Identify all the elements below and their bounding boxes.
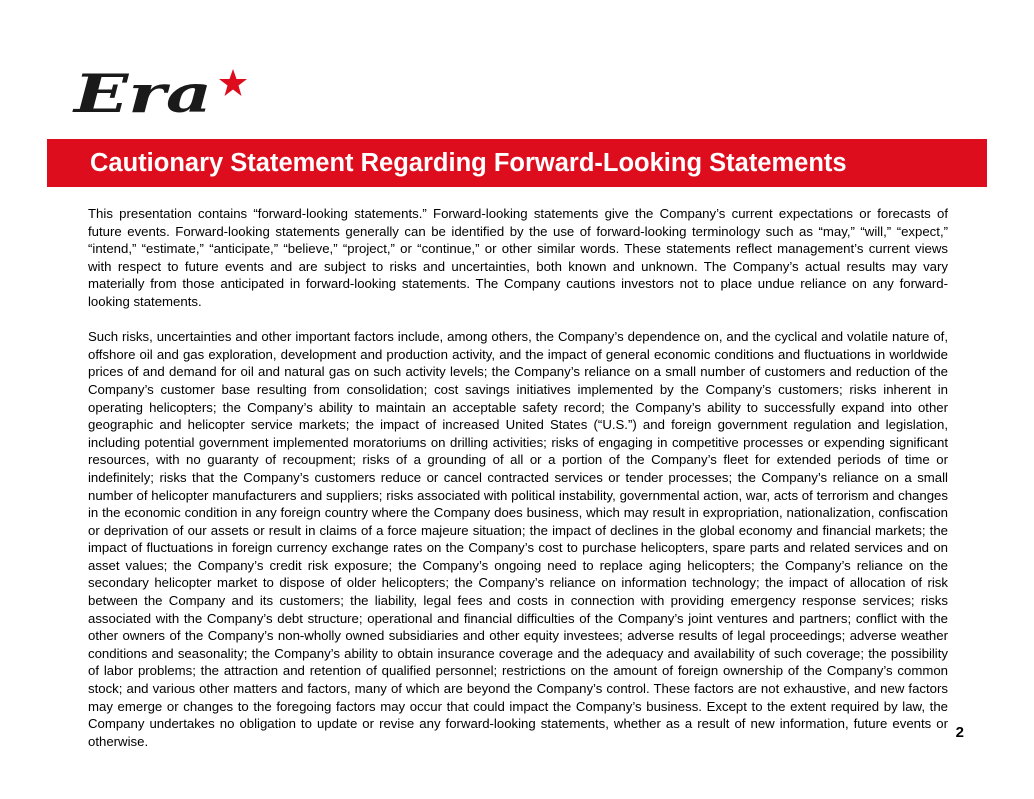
disclaimer-body <box>88 205 948 768</box>
star-icon <box>219 69 247 96</box>
intro-paragraph: This presentation contains “forward-looking statements.” Forward-looking statements give the Company’s current expectations or forecasts of future events. Forward-looking statements generally can be identified by the use of forward-looking terminology such as “may,” “will,” “expect,” “intend,” “estimate,” “anticipate,” “believe,” “project,” or “continue,” or other similar words. These statements reflect management’s current views with respect to future events and are subject to risks and uncertainties, both known and unknown. The Company’s actual results may vary materially from those anticipated in forward-looking statements. The Company cautions investors not to place undue reliance on any forward-looking statements. <box>88 206 948 309</box>
era-logo-graphic <box>70 66 255 122</box>
risk-factors-paragraph: Such risks, uncertainties and other important factors include, among others, the Company’s dependence on, and the cyclical and volatile nature of, offshore oil and gas exploration, development and production activity, and the impact of general economic conditions and fluctuations in worldwide prices of and demand for oil and natural gas on such activity levels; the Company’s reliance on a small number of customers and reduction of the Company’s customer base resulting from consolidation; cost savings initiatives implemented by the Company’s customers; risks inherent in operating helicopters; the Company’s ability to maintain an acceptable safety record; the Company’s ability to successfully expand into other geographic and helicopter service markets; the impact of increased United States (“U.S.”) and foreign government regulation and legislation, including potential government implemented moratoriums on drilling activities; risks of engaging in competitive processes or expending significant resources, with no guaranty of recoupment; risks of a grounding of all or a portion of the Company’s fleet for extended periods of time or indefinitely; risks that the Company’s customers reduce or cancel contracted services or tender processes; the Company’s reliance on a small number of helicopter manufacturers and suppliers; risks associated with political instability, governmental action, war, acts of terrorism and changes in the economic condition in any foreign country where the Company does business, which may result in expropriation, nationalization, confiscation or deprivation of our assets or result in claims of a force majeure situation; the impact of declines in the global economy and financial markets; the impact of fluctuations in foreign currency exchange rates on the Company’s cost to purchase helicopters, spare parts and related services and on asset values; the Company’s credit risk exposure; the Company’s ongoing need to replace aging helicopters; the Company’s reliance on the secondary helicopter market to dispose of older helicopters; the Company’s reliance on information technology; the impact of allocation of risk between the Company and its customers; the liability, legal fees and costs in connection with providing emergency response services; risks associated with the Company’s debt structure; operational and financial difficulties of the Company’s joint ventures and partners; conflict with the other owners of the Company’s non-wholly owned subsidiaries and other equity investees; adverse results of legal proceedings; adverse weather conditions and seasonality; the Company’s ability to obtain insurance coverage and the adequacy and availability of such coverage; the possibility of labor problems; the attraction and retention of qualified personnel; restrictions on the amount of foreign ownership of the Company’s common stock; and various other matters and factors, many of which are beyond the Company’s control. These factors are not exhaustive, and new factors may emerge or changes to the foregoing factors may occur that could impact the Company’s business. Except to the extent required by law, the Company undertakes no obligation to update or revise any forward-looking statements, whether as a result of new information, future events or otherwise. <box>88 329 948 749</box>
page-number: 2 <box>955 724 964 741</box>
logo-wordmark: Era <box>71 66 212 122</box>
title-banner <box>47 139 987 187</box>
page-title: Cautionary Statement Regarding Forward-Looking Statements <box>90 148 847 177</box>
era-logo <box>70 66 255 122</box>
